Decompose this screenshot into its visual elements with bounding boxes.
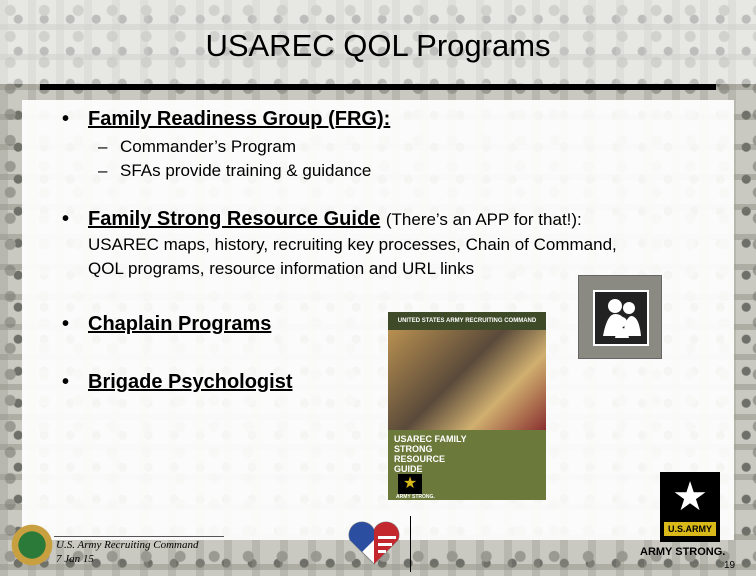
army-star-icon: ★	[398, 474, 422, 494]
bullet-dot: •	[62, 208, 70, 230]
bullet-note: (There’s an APP for that!):	[385, 210, 582, 229]
sub-item: – SFAs provide training & guidance	[98, 161, 372, 180]
bullet-label: Chaplain Programs	[88, 313, 272, 335]
page-number: 19	[724, 560, 736, 571]
footer-separator	[410, 516, 411, 572]
guide-footer: ARMY STRONG.	[396, 494, 435, 500]
bullet-chaplain	[62, 313, 271, 336]
bullet-label: Family Readiness Group (FRG):	[88, 108, 391, 130]
guide-header: UNITED STATES ARMY RECRUITING COMMAND	[388, 312, 546, 330]
bullet-family-strong	[62, 208, 582, 231]
bullet-dot: •	[62, 371, 70, 393]
footer-command: U.S. Army Recruiting Command	[56, 539, 199, 551]
resource-guide-cover[interactable]	[388, 312, 546, 500]
footer-date: 7 Jan 15	[56, 553, 94, 565]
army-star-icon: ★	[672, 475, 708, 519]
heart-flag-icon	[344, 520, 404, 568]
army-strong-tagline: ARMY STRONG.	[640, 546, 726, 558]
guide-title: USAREC FAMILY STRONG RESOURCE GUIDE	[394, 434, 467, 474]
bullet-dot: •	[62, 108, 70, 130]
family-icon[interactable]	[578, 275, 662, 359]
guide-photo	[388, 330, 546, 430]
title-rule	[40, 84, 716, 90]
usarec-seal-icon	[10, 520, 54, 570]
sub-item: – Commander’s Program	[98, 137, 297, 156]
army-logo-label: U.S.ARMY	[664, 522, 716, 536]
footer-divider	[54, 536, 224, 537]
army-logo	[660, 472, 720, 542]
bullet-frg	[62, 108, 390, 131]
guide-description: USAREC maps, history, recruiting key processes, Chain of Command, QOL programs, resource information and URL links	[88, 235, 617, 278]
bullet-dot: •	[62, 313, 70, 335]
bullet-label: Brigade Psychologist	[88, 371, 293, 393]
bullet-psychologist	[62, 371, 293, 394]
footer-text	[56, 538, 198, 566]
bullet-label: Family Strong Resource Guide	[88, 208, 381, 230]
slide-title: USAREC QOL Programs	[205, 28, 551, 63]
